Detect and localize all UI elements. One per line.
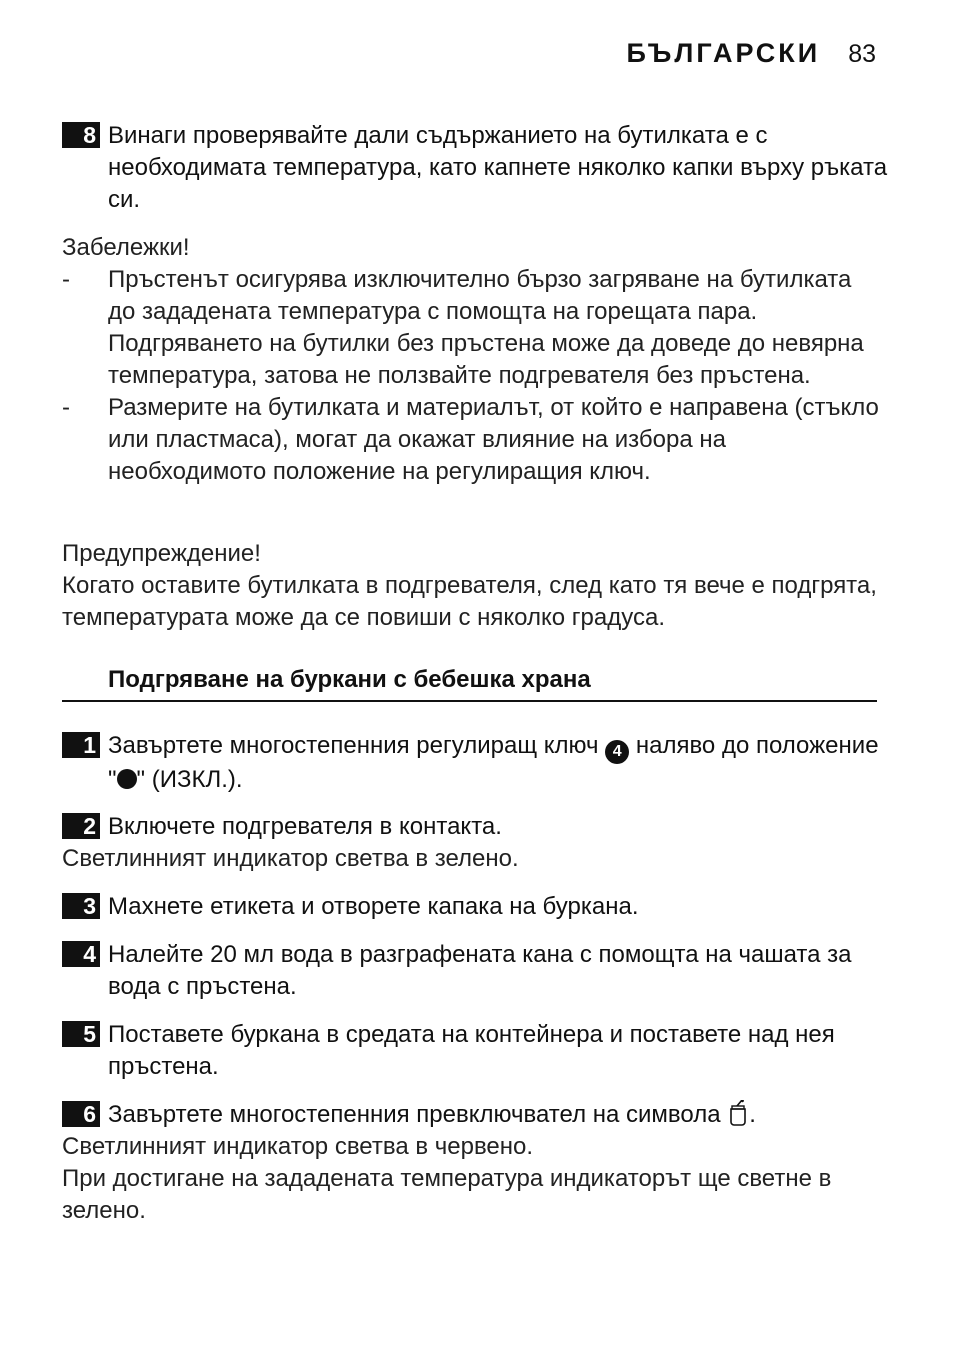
warning-text: Когато оставите бутилката в подгревателя, след като тя вече е подгрята, температурата може да се повиши с няколко градуса. — [62, 572, 877, 631]
step-6-result-1: Светлинният индикатор светва в червено. — [62, 1133, 534, 1160]
step-1 — [62, 730, 879, 793]
note-text: Размерите на бутилката и материалът, от който е направена (стъкло или пластмаса), могат да окажат влияние на избора на необходимото положение на регулиращия ключ. — [108, 394, 879, 485]
section-title: Подгряване на буркани с бебешка храна — [108, 666, 591, 693]
step-text — [108, 730, 888, 796]
step-text-part: Завъртете многостепенния превключвател на символа — [108, 1101, 721, 1128]
step-text-part: . — [749, 1101, 756, 1128]
step-2-result: Светлинният индикатор светва в зелено. — [62, 845, 519, 872]
step-text-part: Завъртете многостепенния регулиращ ключ — [108, 732, 599, 759]
step-number-badge: 6 — [62, 1101, 100, 1127]
step-text: Махнете етикета и отворете капака на буркана. — [108, 893, 639, 920]
step-number-badge: 5 — [62, 1021, 100, 1047]
step-number-badge: 1 — [62, 732, 100, 758]
language-title: БЪЛГАРСКИ — [626, 38, 821, 68]
warning-heading: Предупреждение! — [62, 540, 261, 567]
note-item — [62, 264, 882, 392]
step-number-badge: 8 — [62, 122, 100, 148]
step-number-badge: 4 — [62, 941, 100, 967]
step-6-result-2: При достигане на зададената температура индикаторът ще светне в зелено. — [62, 1165, 832, 1224]
step-text: Поставете буркана в средата на контейнера и поставете над нея пръстена. — [108, 1021, 835, 1080]
step-4 — [62, 939, 878, 1000]
step-text-part: наляво до положение " — [108, 732, 879, 793]
step-number-badge: 2 — [62, 813, 100, 839]
step-3 — [62, 891, 878, 923]
note-item — [62, 392, 882, 488]
list-dash: - — [62, 394, 70, 421]
step-number-badge: 3 — [62, 893, 100, 919]
step-text: Налейте 20 мл вода в разграфената кана с помощта на чашата за вода с пръстена. — [108, 941, 852, 1000]
step-text: Включете подгревателя в контакта. — [108, 813, 502, 840]
circled-number-icon: 4 — [605, 740, 629, 764]
list-dash: - — [62, 266, 70, 293]
notes-list — [62, 264, 882, 488]
step-text: Винаги проверявайте дали съдържанието на бутилката е с необходимата температура, като капнете няколко капки върху ръката си. — [108, 122, 888, 213]
step-8 — [62, 120, 888, 213]
filled-circle-icon — [117, 769, 137, 789]
notes-heading: Забележки! — [62, 234, 190, 261]
step-text-part: " (ИЗКЛ.). — [136, 766, 243, 793]
note-text: Пръстенът осигурява изключително бързо загряване на бутилката до зададената температура с помощта на горещата пара. Подгряването на бутилки без пръстена може да доведе до невярна температура, затова не ползвайте подгревателя без пръстена. — [108, 266, 864, 389]
step-5 — [62, 1019, 878, 1080]
page-number: 83 — [848, 40, 876, 68]
step-text — [108, 1099, 888, 1135]
baby-food-jar-icon — [727, 1100, 749, 1135]
section-divider — [62, 700, 877, 702]
step-6 — [62, 1099, 878, 1131]
page-header — [627, 38, 876, 70]
step-2 — [62, 811, 878, 843]
